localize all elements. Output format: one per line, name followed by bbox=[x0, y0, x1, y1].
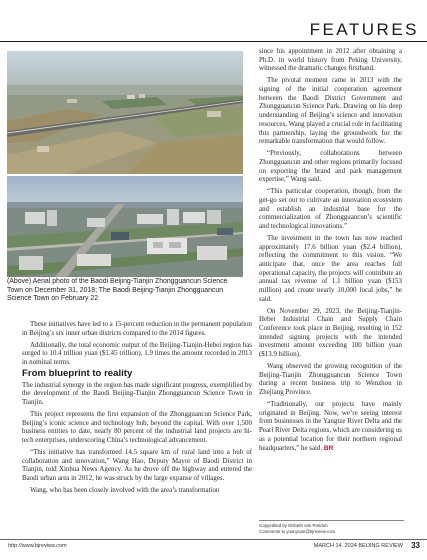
paragraph bbox=[259, 400, 402, 453]
footer-issue: MARCH 14, 2024 BEIJING REVIEW bbox=[313, 543, 403, 549]
right-column bbox=[259, 47, 402, 456]
paragraph: Additionally, the total economic output of the Beijing-Tianjin-Hebei region has surged to 10.4 trillion yuan ($1.45 trillion), 1.9 times the amount recorded in 2013 in nominal terms. bbox=[22, 340, 252, 366]
paragraph: “This initiative has transformed 14.5 square km of rural land into a hub of collaboration and innovation,” Wang Hao, Deputy Mayor of Baodi District in Tianjin, told Xinhua News Agency. As he drove off the highway and entered the Baodi urban area in 2012, he was struck by the large expanse of villages. bbox=[22, 447, 252, 482]
paragraph: “Previously, collaborations between Zhongguancun and other regions primarily focused on exporting the brand and park management expertise,” Wang said. bbox=[259, 149, 402, 184]
section-title: FEATURES bbox=[309, 20, 419, 39]
photo-caption: (Above) Aerial photo of the Baodi Beijing-Tianjin Zhongguancun Science Town on December 31, 2018; The Baodi Beijing-Tianjin Zhongguancun Science Town on February 22 bbox=[7, 278, 228, 303]
paragraph: These initiatives have led to a 15-percent reduction in the permanent population in Beijing’s six inner urban districts compared to the 2014 figures. bbox=[22, 320, 252, 337]
paragraph: “This particular cooperation, though, from the get-go set out to cultivate an innovation ecosystem and establish an industrial base for the commercialization of Zhongguancun’s scientific and technological innovations.” bbox=[259, 187, 402, 230]
section-heading: From blueprint to reality bbox=[22, 367, 133, 379]
credits bbox=[259, 520, 404, 535]
footer-url: http://www.bjreview.com bbox=[8, 543, 67, 549]
paragraph: Wang, who has been closely involved with the area’s transformation bbox=[30, 485, 220, 494]
photo-baodi-2018 bbox=[7, 51, 243, 174]
signoff-mark: BR bbox=[323, 444, 334, 452]
paragraph: The industrial synergy in the region has made significant progress, exemplified by the development of the Baodi Beijing-Tianjin Zhongguancun Science Town in Tianjin. bbox=[22, 380, 252, 406]
paragraph: since his appointment in 2012 after obtaining a Ph.D. in world history from Peking University, witnessed the dramatic changes firsthand. bbox=[259, 47, 402, 73]
header-rule bbox=[0, 41, 427, 42]
photo-science-town-2024 bbox=[7, 176, 243, 277]
paragraph: On November 29, 2023, the Beijing-Tianjin-Hebei Industrial Chain and Supply Chain Conference took place in Beijing, resulting in 152 intended signing projects with the intended investment amount exceeding 100 billion yuan ($13.9 billion). bbox=[259, 306, 402, 359]
paragraph: Wang observed the growing recognition of the Beijing-Tianjin Zhongguancun Science Town during a recent business trip to Wenzhou in Zhejiang Province. bbox=[259, 362, 402, 397]
comments-contact: Comments to yuanyuan@bjreview.com bbox=[259, 529, 336, 534]
paragraph: This project represents the first expansion of the Zhongguancun Science Park, Beijing’s iconic science and technology hub, beyond the capital. With over 1,500 business entities to date, nearly 80 percent of the industrial land projects are hi-tech enterprises, underscoring China’s technological advancement. bbox=[22, 409, 252, 444]
footer-rule bbox=[0, 539, 427, 540]
copyeditor-credit: Copyedited by Elsbeth van Paridon bbox=[259, 523, 328, 528]
paragraph-text: “Traditionally, our projects have mainly originated in Beijing. Now, we’re seeing interest from businesses in the Yangtze River Delta and the Pearl River Delta regions, which are considering us as a potential location for their northern regional headquarters,” he said. bbox=[259, 400, 402, 452]
page-header bbox=[0, 0, 427, 42]
page-number: 33 bbox=[411, 541, 420, 550]
left-column bbox=[22, 320, 252, 498]
paragraph: The investment in the town has now reached approximately 17.6 billion yuan ($2.4 billion), reflecting the commitment to this vision. “We anticipate that, once the area reaches full operational capacity, the projects will contribute an annual tax revenue of 1.1 billion yuan ($153 million) and create nearly 10,000 local jobs,” he said. bbox=[259, 233, 402, 303]
paragraph: The pivotal moment came in 2013 with the signing of the initial cooperation agreement between the Baodi District Government and Zhongguancun Science Park. Drawing on his deep understanding of Beijing’s science and innovation resources, Wang played a crucial role in facilitating this partnership, laying the groundwork for the remarkable transformation that would follow. bbox=[259, 76, 402, 146]
